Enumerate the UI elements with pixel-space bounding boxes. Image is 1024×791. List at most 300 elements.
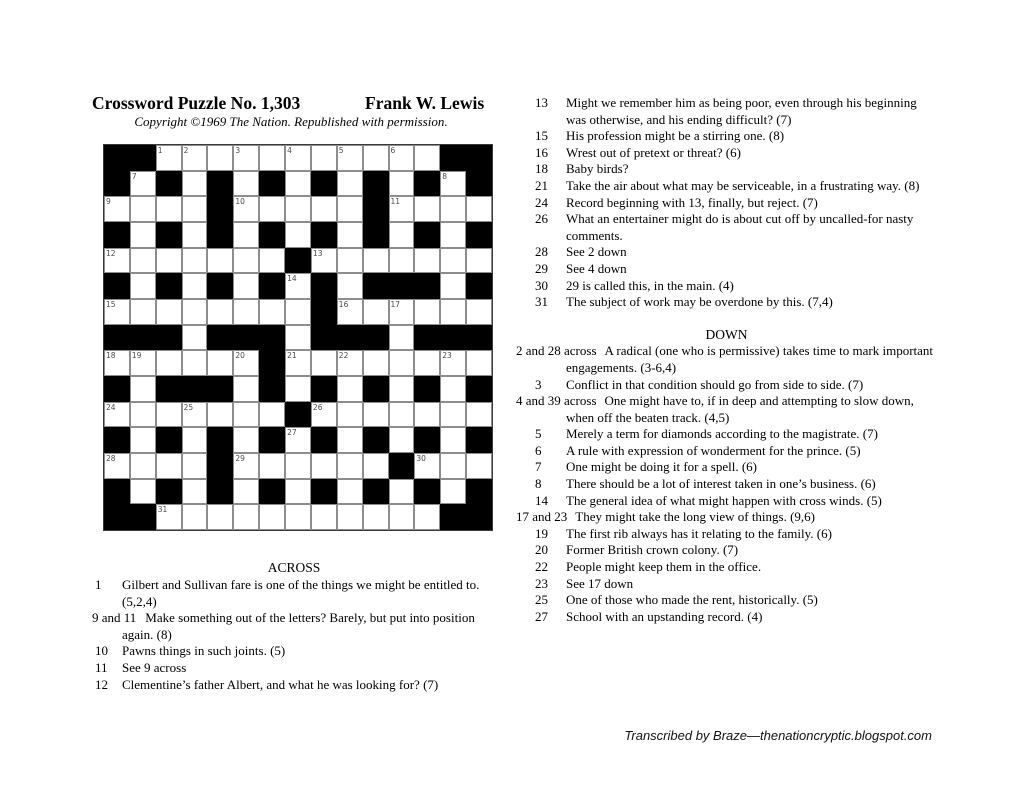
grid-cell-r5c10[interactable] <box>337 248 363 274</box>
grid-cell-r7c6[interactable] <box>233 299 259 325</box>
cell-number: 2 <box>183 146 189 155</box>
grid-cell-r6c10[interactable] <box>337 273 363 299</box>
grid-cell-r6c11-black <box>363 273 389 299</box>
grid-cell-r9c12[interactable] <box>389 350 415 376</box>
grid-cell-r7c10[interactable] <box>337 299 363 325</box>
grid-cell-r12c15-black <box>466 427 492 453</box>
grid-cell-r5c3[interactable] <box>156 248 182 274</box>
grid-cell-r2c3-black <box>156 171 182 197</box>
clue-29 <box>516 261 937 278</box>
grid-cell-r12c6[interactable] <box>233 427 259 453</box>
grid-cell-r12c2[interactable] <box>130 427 156 453</box>
clue-text: One might be doing it for a spell. (6) <box>566 459 757 475</box>
clue-text: Wrest out of pretext or threat? (6) <box>566 144 741 160</box>
grid-cell-r7c14[interactable] <box>440 299 466 325</box>
grid-cell-r8c6-black <box>233 325 259 351</box>
grid-cell-r2c11-black <box>363 171 389 197</box>
clue-number: 7 <box>535 459 542 475</box>
grid-cell-r1c10[interactable] <box>337 145 363 171</box>
grid-cell-r15c5[interactable] <box>207 504 233 530</box>
grid-cell-r2c14[interactable] <box>440 171 466 197</box>
grid-cell-r11c11[interactable] <box>363 402 389 428</box>
grid-cell-r10c11-black <box>363 376 389 402</box>
grid-cell-r4c14[interactable] <box>440 222 466 248</box>
grid-cell-r15c9[interactable] <box>311 504 337 530</box>
grid-cell-r14c2[interactable] <box>130 479 156 505</box>
grid-cell-r14c7-black <box>259 479 285 505</box>
clue-5 <box>516 426 937 443</box>
grid-cell-r1c13[interactable] <box>414 145 440 171</box>
grid-cell-r1c4[interactable] <box>182 145 208 171</box>
grid-cell-r9c8[interactable] <box>285 350 311 376</box>
grid-cell-r8c12[interactable] <box>389 325 415 351</box>
clue-text: See 4 down <box>566 260 627 276</box>
grid-cell-r9c5[interactable] <box>207 350 233 376</box>
grid-cell-r3c6[interactable] <box>233 196 259 222</box>
grid-cell-r14c12[interactable] <box>389 479 415 505</box>
clue-text: Record beginning with 13, finally, but reject. (7) <box>566 194 818 210</box>
grid-cell-r1c6[interactable] <box>233 145 259 171</box>
cell-number: 30 <box>416 453 426 463</box>
grid-cell-r12c3-black <box>156 427 182 453</box>
transcriber-credit: Transcribed by Braze—thenationcryptic.blogspot.com <box>624 728 932 743</box>
grid-cell-r10c10[interactable] <box>337 376 363 402</box>
grid-cell-r11c4[interactable] <box>182 402 208 428</box>
grid-cell-r12c8[interactable] <box>285 427 311 453</box>
cell-number: 8 <box>442 171 448 181</box>
cell-number: 19 <box>131 351 142 361</box>
grid-cell-r15c8[interactable] <box>285 504 311 530</box>
clue-text: Clementine’s father Albert, and what he was looking for? (7) <box>122 676 439 692</box>
grid-cell-r8c7-black <box>259 325 285 351</box>
grid-cell-r4c2[interactable] <box>130 222 156 248</box>
grid-cell-r1c8[interactable] <box>285 145 311 171</box>
grid-cell-r3c14[interactable] <box>440 196 466 222</box>
clue-27 <box>516 609 937 626</box>
grid-cell-r8c3-black <box>156 325 182 351</box>
clue-text: They might take the long view of things. (9,6) <box>575 509 816 525</box>
grid-cell-r5c14[interactable] <box>440 248 466 274</box>
grid-cell-r5c13[interactable] <box>414 248 440 274</box>
across-heading: ACROSS <box>267 560 321 575</box>
grid-cell-r11c10[interactable] <box>337 402 363 428</box>
grid-cell-r2c15-black <box>466 171 492 197</box>
grid-cell-r10c1-black <box>104 376 130 402</box>
cell-number: 9 <box>106 197 111 207</box>
grid-cell-r12c11-black <box>363 427 389 453</box>
grid-cell-r7c4[interactable] <box>182 299 208 325</box>
grid-cell-r15c13[interactable] <box>414 504 440 530</box>
grid-cell-r1c5[interactable] <box>207 145 233 171</box>
grid-cell-r9c13[interactable] <box>414 350 440 376</box>
cell-number: 21 <box>287 351 297 361</box>
clue-text: Baby birds? <box>566 161 629 177</box>
grid-cell-r7c5[interactable] <box>207 299 233 325</box>
cell-number: 24 <box>106 402 116 412</box>
clue-text: A radical (one who is permissive) takes time to mark important engagements. (3-6,4) <box>566 343 934 375</box>
cell-number: 17 <box>390 299 401 309</box>
grid-cell-r13c11[interactable] <box>363 453 389 479</box>
grid-cell-r5c4[interactable] <box>182 248 208 274</box>
grid-cell-r9c6[interactable] <box>233 350 259 376</box>
grid-cell-r1c2-black <box>130 145 156 171</box>
grid-cell-r12c12[interactable] <box>389 427 415 453</box>
grid-cell-r4c4[interactable] <box>182 222 208 248</box>
grid-cell-r15c6[interactable] <box>233 504 259 530</box>
clue-number: 1 <box>95 577 102 592</box>
grid-cell-r10c9-black <box>311 376 337 402</box>
grid-cell-r3c7[interactable] <box>259 196 285 222</box>
grid-cell-r14c15-black <box>466 479 492 505</box>
grid-cell-r7c2[interactable] <box>130 299 156 325</box>
clue-25 <box>516 592 937 609</box>
grid-cell-r15c7[interactable] <box>259 504 285 530</box>
cell-number: 31 <box>157 505 168 515</box>
clue-text: One might have to, if in deep and attempting to slow down, when off the beaten track. (4,5) <box>566 393 914 425</box>
grid-cell-r6c7-black <box>259 273 285 299</box>
grid-cell-r3c2[interactable] <box>130 196 156 222</box>
grid-cell-r3c13[interactable] <box>414 196 440 222</box>
grid-cell-r9c1[interactable] <box>104 350 130 376</box>
grid-cell-r1c14-black <box>440 145 466 171</box>
grid-cell-r1c11[interactable] <box>363 145 389 171</box>
cell-number: 25 <box>183 402 194 412</box>
grid-cell-r2c1-black <box>104 171 130 197</box>
clue-text: See 9 across <box>122 659 187 675</box>
clue-number: 3 <box>535 376 542 392</box>
grid-cell-r7c3[interactable] <box>156 299 182 325</box>
grid-cell-r14c10[interactable] <box>337 479 363 505</box>
grid-cell-r10c15-black <box>466 376 492 402</box>
grid-cell-r9c9[interactable] <box>311 350 337 376</box>
clue-text: Gilbert and Sullivan fare is one of the things we might be entitled to. (5,2,4) <box>122 577 480 609</box>
clue-number: 5 <box>535 426 542 442</box>
cell-number: 5 <box>338 146 344 155</box>
clue-7 <box>516 459 937 476</box>
grid-cell-r12c14[interactable] <box>440 427 466 453</box>
grid-cell-r10c14[interactable] <box>440 376 466 402</box>
grid-cell-r3c5-black <box>207 196 233 222</box>
clue-31 <box>516 294 937 311</box>
grid-cell-r13c8[interactable] <box>285 453 311 479</box>
down-clues <box>516 343 937 625</box>
grid-cell-r11c9[interactable] <box>311 402 337 428</box>
down-heading: DOWN <box>705 326 748 342</box>
grid-cell-r6c14[interactable] <box>440 273 466 299</box>
clue-28 <box>516 244 937 261</box>
grid-cell-r15c4[interactable] <box>182 504 208 530</box>
grid-cell-r8c5-black <box>207 325 233 351</box>
grid-cell-r13c14[interactable] <box>440 453 466 479</box>
grid-cell-r7c9-black <box>311 299 337 325</box>
grid-cell-r3c1[interactable] <box>104 196 130 222</box>
grid-cell-r14c14[interactable] <box>440 479 466 505</box>
grid-cell-r11c3[interactable] <box>156 402 182 428</box>
cell-number: 12 <box>106 248 116 258</box>
grid-cell-r7c15[interactable] <box>466 299 492 325</box>
grid-cell-r5c5[interactable] <box>207 248 233 274</box>
grid-cell-r12c13-black <box>414 427 440 453</box>
grid-cell-r2c12[interactable] <box>389 171 415 197</box>
grid-cell-r6c1-black <box>104 273 130 299</box>
grid-cell-r7c13[interactable] <box>414 299 440 325</box>
grid-cell-r6c3-black <box>156 273 182 299</box>
grid-cell-r4c10[interactable] <box>337 222 363 248</box>
grid-cell-r2c6[interactable] <box>233 171 259 197</box>
grid-cell-r1c1-black <box>104 145 130 171</box>
grid-cell-r10c3-black <box>156 376 182 402</box>
grid-cell-r14c6[interactable] <box>233 479 259 505</box>
grid-cell-r11c1[interactable] <box>104 402 130 428</box>
grid-cell-r8c2-black <box>130 325 156 351</box>
grid-cell-r9c2[interactable] <box>130 350 156 376</box>
cell-number: 18 <box>106 351 116 361</box>
cell-number: 27 <box>287 428 297 438</box>
clue-6 <box>516 443 937 460</box>
grid-cell-r3c12[interactable] <box>389 196 415 222</box>
grid-cell-r1c12[interactable] <box>389 145 415 171</box>
grid-cell-r11c7[interactable] <box>259 402 285 428</box>
clue-4-and-39-across <box>516 393 937 426</box>
clue-number: 14 <box>535 492 548 508</box>
grid-cell-r3c8[interactable] <box>285 196 311 222</box>
cell-number: 23 <box>442 351 452 361</box>
grid-cell-r6c13-black <box>414 273 440 299</box>
grid-cell-r13c6[interactable] <box>233 453 259 479</box>
grid-cell-r13c9[interactable] <box>311 453 337 479</box>
clue-11 <box>92 660 496 677</box>
clue-number: 16 <box>535 144 548 160</box>
clue-3 <box>516 377 937 394</box>
grid-cell-r5c15[interactable] <box>466 248 492 274</box>
cell-number: 6 <box>390 146 396 155</box>
clue-2-and-28-across <box>516 343 937 376</box>
clue-number: 29 <box>535 260 548 276</box>
cell-number: 29 <box>235 453 245 463</box>
grid-cell-r8c15-black <box>466 325 492 351</box>
grid-cell-r6c5-black <box>207 273 233 299</box>
grid-cell-r7c7[interactable] <box>259 299 285 325</box>
grid-cell-r11c8-black <box>285 402 311 428</box>
clue-number: 25 <box>535 592 548 608</box>
grid-cell-r13c3[interactable] <box>156 453 182 479</box>
clue-30 <box>516 278 937 295</box>
grid-cell-r7c12[interactable] <box>389 299 415 325</box>
grid-cell-r4c12[interactable] <box>389 222 415 248</box>
clue-text: There should be a lot of interest taken in one’s business. (6) <box>566 476 876 492</box>
grid-cell-r15c11[interactable] <box>363 504 389 530</box>
clue-text: One of those who made the rent, historically. (5) <box>566 592 818 608</box>
grid-cell-r7c1[interactable] <box>104 299 130 325</box>
grid-cell-r6c2[interactable] <box>130 273 156 299</box>
clue-9-and-11 <box>92 610 496 643</box>
grid-cell-r4c11-black <box>363 222 389 248</box>
grid-cell-r7c8[interactable] <box>285 299 311 325</box>
grid-cell-r3c4[interactable] <box>182 196 208 222</box>
grid-cell-r6c8[interactable] <box>285 273 311 299</box>
grid-cell-r15c14-black <box>440 504 466 530</box>
grid-cell-r11c6[interactable] <box>233 402 259 428</box>
grid-cell-r13c15[interactable] <box>466 453 492 479</box>
clue-text: His profession might be a stirring one. (8) <box>566 128 785 144</box>
grid-cell-r10c2[interactable] <box>130 376 156 402</box>
grid-cell-r2c7-black <box>259 171 285 197</box>
grid-cell-r2c10[interactable] <box>337 171 363 197</box>
grid-cell-r8c4[interactable] <box>182 325 208 351</box>
grid-cell-r6c4[interactable] <box>182 273 208 299</box>
clue-1 <box>92 577 496 610</box>
clue-number: 20 <box>535 542 548 558</box>
grid-cell-r2c13-black <box>414 171 440 197</box>
across-clues-column-1 <box>92 577 496 693</box>
grid-cell-r2c9-black <box>311 171 337 197</box>
grid-cell-r14c4[interactable] <box>182 479 208 505</box>
grid-cell-r6c6[interactable] <box>233 273 259 299</box>
clue-number: 9 and 11 <box>92 610 137 626</box>
grid-cell-r1c9[interactable] <box>311 145 337 171</box>
grid-cell-r6c15-black <box>466 273 492 299</box>
grid-cell-r10c6[interactable] <box>233 376 259 402</box>
cell-number: 26 <box>312 402 323 412</box>
grid-cell-r7c11[interactable] <box>363 299 389 325</box>
grid-cell-r9c3[interactable] <box>156 350 182 376</box>
grid-cell-r8c13-black <box>414 325 440 351</box>
grid-cell-r13c7[interactable] <box>259 453 285 479</box>
grid-cell-r11c5[interactable] <box>207 402 233 428</box>
grid-cell-r8c11-black <box>363 325 389 351</box>
page-title: Crossword Puzzle No. 1,303 <box>92 93 301 113</box>
clue-number: 22 <box>535 559 548 575</box>
grid-cell-r10c13-black <box>414 376 440 402</box>
grid-cell-r5c12[interactable] <box>389 248 415 274</box>
cell-number: 11 <box>390 197 401 207</box>
clue-18 <box>516 161 937 178</box>
grid-cell-r15c10[interactable] <box>337 504 363 530</box>
grid-cell-r9c14[interactable] <box>440 350 466 376</box>
grid-cell-r11c15[interactable] <box>466 402 492 428</box>
cell-number: 16 <box>338 299 349 309</box>
grid-cell-r11c12[interactable] <box>389 402 415 428</box>
grid-cell-r15c12[interactable] <box>389 504 415 530</box>
grid-cell-r13c1[interactable] <box>104 453 130 479</box>
clue-number: 18 <box>535 161 548 177</box>
grid-cell-r12c1-black <box>104 427 130 453</box>
clue-text: Pawns things in such joints. (5) <box>122 643 286 659</box>
grid-cell-r5c2[interactable] <box>130 248 156 274</box>
grid-cell-r11c14[interactable] <box>440 402 466 428</box>
grid-cell-r8c9-black <box>311 325 337 351</box>
grid-cell-r10c12[interactable] <box>389 376 415 402</box>
grid-cell-r12c4[interactable] <box>182 427 208 453</box>
grid-cell-r5c6[interactable] <box>233 248 259 274</box>
grid-cell-r2c5-black <box>207 171 233 197</box>
grid-cell-r11c13[interactable] <box>414 402 440 428</box>
grid-cell-r3c10[interactable] <box>337 196 363 222</box>
right-clue-column <box>516 95 937 625</box>
clue-16 <box>516 145 937 162</box>
clue-number: 28 <box>535 244 548 260</box>
grid-cell-r1c7[interactable] <box>259 145 285 171</box>
grid-cell-r9c11[interactable] <box>363 350 389 376</box>
clue-8 <box>516 476 937 493</box>
grid-cell-r6c9-black <box>311 273 337 299</box>
clue-text: Conflict in that condition should go from side to side. (7) <box>566 376 864 392</box>
grid-cell-r2c8[interactable] <box>285 171 311 197</box>
grid-cell-r13c10[interactable] <box>337 453 363 479</box>
clue-text: What an entertainer might do is about cut off by uncalled-for nasty comments. <box>566 211 914 243</box>
grid-cell-r14c11-black <box>363 479 389 505</box>
grid-cell-r15c2-black <box>130 504 156 530</box>
clue-22 <box>516 559 937 576</box>
cell-number: 15 <box>106 299 116 309</box>
grid-cell-r5c11[interactable] <box>363 248 389 274</box>
grid-cell-r10c7-black <box>259 376 285 402</box>
clue-number: 19 <box>535 525 548 541</box>
grid-cell-r12c5-black <box>207 427 233 453</box>
grid-cell-r15c3[interactable] <box>156 504 182 530</box>
clue-number: 17 and 23 <box>516 509 568 525</box>
clue-13 <box>516 95 937 128</box>
grid-cell-r5c9[interactable] <box>311 248 337 274</box>
grid-cell-r3c9[interactable] <box>311 196 337 222</box>
grid-cell-r2c4[interactable] <box>182 171 208 197</box>
grid-cell-r10c8[interactable] <box>285 376 311 402</box>
grid-cell-r3c15[interactable] <box>466 196 492 222</box>
clue-number: 13 <box>535 95 548 110</box>
clue-number: 27 <box>535 608 548 624</box>
grid-cell-r5c7[interactable] <box>259 248 285 274</box>
grid-cell-r1c3[interactable] <box>156 145 182 171</box>
grid-cell-r14c8[interactable] <box>285 479 311 505</box>
grid-cell-r9c4[interactable] <box>182 350 208 376</box>
clue-text: Take the air about what may be serviceable, in a frustrating way. (8) <box>566 177 920 193</box>
cell-number: 4 <box>287 146 292 155</box>
grid-cell-r2c2[interactable] <box>130 171 156 197</box>
clue-10 <box>92 643 496 660</box>
grid-cell-r9c15[interactable] <box>466 350 492 376</box>
grid-cell-r13c2[interactable] <box>130 453 156 479</box>
grid-cell-r5c1[interactable] <box>104 248 130 274</box>
clue-17-and-23 <box>516 509 937 526</box>
cell-number: 1 <box>157 146 163 155</box>
clue-text: The general idea of what might happen with cross winds. (5) <box>566 492 882 508</box>
grid-cell-r13c13[interactable] <box>414 453 440 479</box>
clue-number: 30 <box>535 277 548 293</box>
grid-cell-r13c4[interactable] <box>182 453 208 479</box>
grid-cell-r10c4-black <box>182 376 208 402</box>
clue-number: 26 <box>535 211 548 227</box>
clue-text: See 2 down <box>566 244 627 260</box>
grid-cell-r3c3[interactable] <box>156 196 182 222</box>
grid-cell-r8c8[interactable] <box>285 325 311 351</box>
clue-26 <box>516 211 937 244</box>
clue-text: The first rib always has it relating to the family. (6) <box>566 525 832 541</box>
grid-cell-r5c8-black <box>285 248 311 274</box>
grid-cell-r12c10[interactable] <box>337 427 363 453</box>
grid-cell-r11c2[interactable] <box>130 402 156 428</box>
grid-cell-r4c6[interactable] <box>233 222 259 248</box>
grid-cell-r10c5-black <box>207 376 233 402</box>
grid-cell-r1c15-black <box>466 145 492 171</box>
grid-cell-r3c11-black <box>363 196 389 222</box>
grid-cell-r9c10[interactable] <box>337 350 363 376</box>
cell-number: 22 <box>338 351 349 361</box>
cell-number: 20 <box>235 351 245 361</box>
grid-cell-r13c12-black <box>389 453 415 479</box>
grid-cell-r14c13-black <box>414 479 440 505</box>
clue-24 <box>516 195 937 212</box>
grid-cell-r4c8[interactable] <box>285 222 311 248</box>
